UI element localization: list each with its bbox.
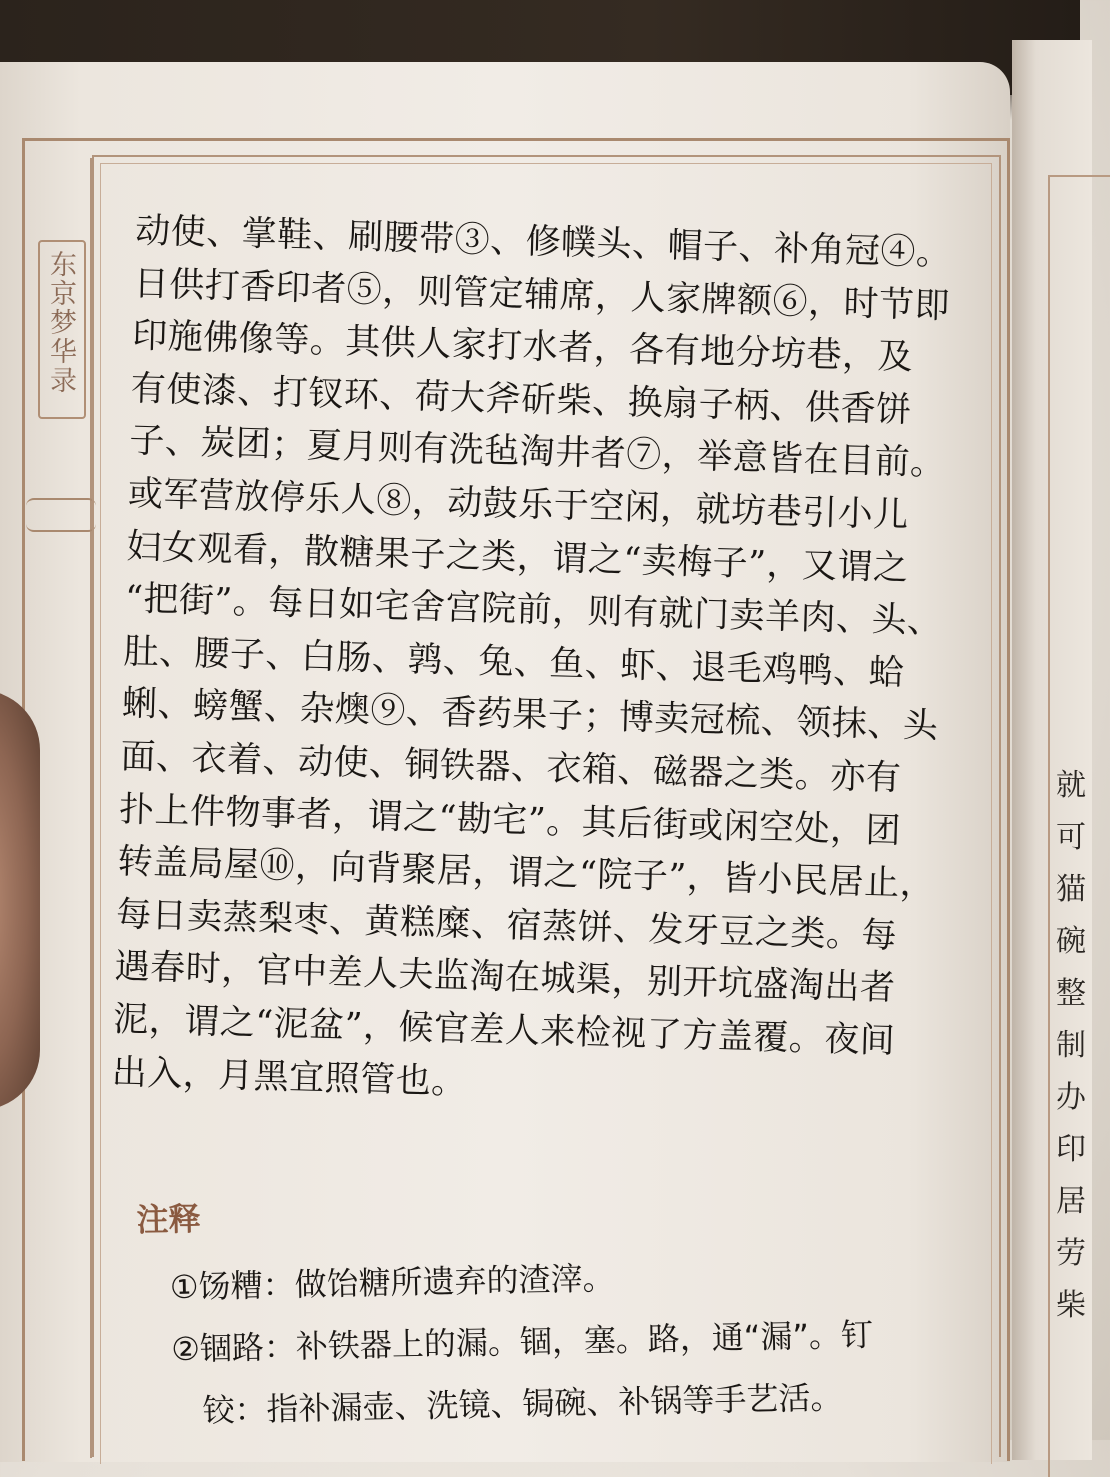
note-item: 铰：指补漏壶、洗镜、锔碗、补锅等手艺活。 (202, 1378, 843, 1430)
main-text (111, 205, 953, 1121)
facing-char: 柴 (1056, 1288, 1086, 1323)
text-line: 妇女观看，散糖果子之类，谓之“卖梅子”，又谓之 (125, 526, 910, 589)
facing-page-text (1056, 760, 1086, 1332)
facing-char: 居 (1056, 1184, 1086, 1219)
facing-char: 整 (1056, 976, 1086, 1011)
facing-char: 印 (1056, 1132, 1086, 1167)
text-line: 肚、腰子、白肠、鹑、兔、鱼、虾、退毛鸡鸭、蛤 (122, 631, 905, 694)
text-line: 印施佛像等。其供人家打水者，各有地分坊巷，及 (131, 316, 914, 378)
facing-char: 可 (1056, 820, 1086, 855)
notes-heading: 注释 (136, 1199, 201, 1239)
text-line: 泥，谓之“泥盆”，候官差人来检视了方盖覆。夜间 (112, 999, 896, 1062)
text-line: 子、炭团；夏月则有洗毡淘井者⑦，举意皆在目前。 (128, 421, 947, 485)
text-line: 动使、掌鞋、刷腰带③、修幞头、帽子、补角冠④。 (134, 210, 953, 274)
facing-char: 猫 (1056, 872, 1086, 907)
facing-char: 劳 (1056, 1236, 1086, 1271)
facing-char: 碗 (1056, 924, 1086, 959)
note-item: ①饧糟：做饴糖所遗弃的渣滓。 (169, 1259, 615, 1307)
side-ornament (26, 498, 96, 532)
note-item: ②锢路：补铁器上的漏。锢，塞。路，通“漏”。钉 (170, 1315, 874, 1369)
facing-char: 办 (1056, 1080, 1086, 1115)
thumb (0, 690, 40, 1110)
text-line: 面、衣着、动使、铜铁器、衣箱、磁器之类。亦有 (120, 736, 902, 799)
text-line: “把街”。每日如宅舍宫院前，则有就门卖羊肉、头、 (124, 579, 944, 642)
text-line: 日供打香印者⑤，则管定辅席，人家牌额⑥，时节即 (133, 263, 951, 327)
text-line: 有使漆、打钗环、荷大斧斫柴、换扇子柄、供香饼 (130, 368, 913, 431)
text-line: 蜊、螃蟹、杂燠⑨、香药果子；博卖冠梳、领抹、头 (121, 684, 939, 747)
facing-char: 就 (1056, 768, 1086, 803)
text-line: 扑上件物事者，谓之“勘宅”。其后街或闲空处，团 (118, 789, 902, 852)
text-line: 遇春时，官中差人夫监淘在城渠，别开坑盛淘出者 (114, 947, 896, 1009)
notes-section (136, 1178, 961, 1443)
text-line: 出入，月黑宜照管也。 (111, 1052, 468, 1103)
facing-char: 制 (1056, 1028, 1086, 1063)
text-line: 转盖局屋⑩，向背聚居，谓之“院子”，皆小民居止， (117, 841, 936, 905)
text-line: 或军营放停乐人⑧，动鼓乐于空闲，就坊巷引小儿 (127, 473, 910, 536)
text-line: 每日卖蒸梨枣、黄糕糜、宿蒸饼、发牙豆之类。每 (115, 894, 898, 957)
side-title: 东京梦华录 (45, 250, 76, 395)
